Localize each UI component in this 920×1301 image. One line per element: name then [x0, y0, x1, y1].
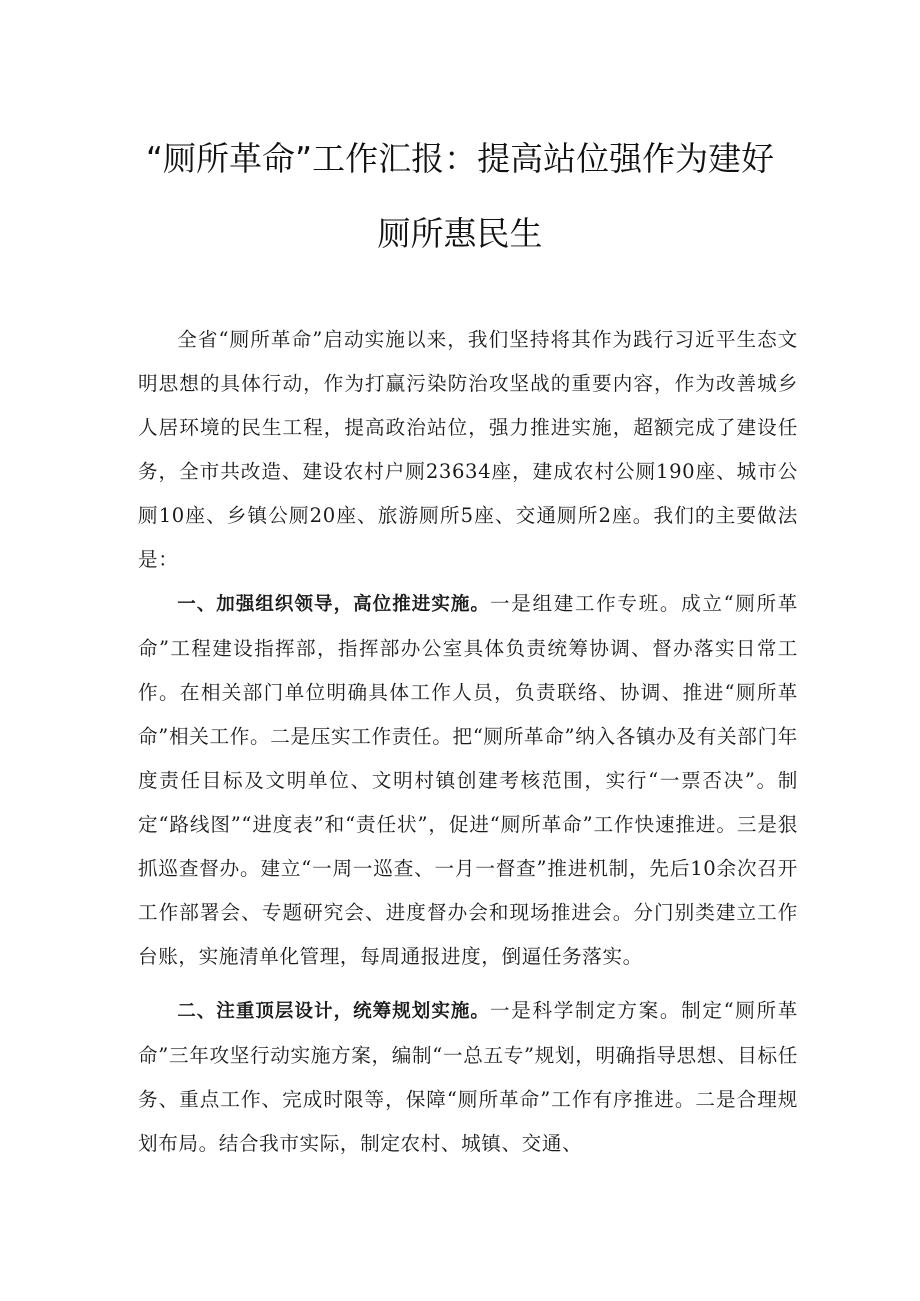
paragraph-intro-text: 全省“厕所革命”启动实施以来，我们坚持将其作为践行习近平生态文明思想的具体行动，作为打赢污染防治攻坚战的重要内容，作为改善城乡人居环境的民生工程，提高政治站位，强力推进实施，超额完成了建设任务，全市共改造、建设农村户厕23634座，建成农村公厕190座、城市公厕10座、乡镇公厕20座、旅游厕所5座、交通厕所2座。我们的主要做法是：: [138, 328, 798, 571]
section-2-heading: 二、注重顶层设计，统筹规划实施。: [177, 1001, 490, 1022]
document-title-line-2: 厕所惠民生: [377, 214, 543, 253]
section-1-text: 一是组建工作专班。成立“厕所革命”工程建设指挥部，指挥部办公室具体负责统筹协调、督办落实日常工作。在相关部门单位明确具体工作人员，负责联络、协调、推进“厕所革命”相关工作。二是压实工作责任。把“厕所革命”纳入各镇办及有关部门年度责任目标及文明单位、文明村镇创建考核范围，实行“一票否决”。制定“路线图”“进度表”和“责任状”，促进“厕所革命”工作快速推进。三是狠抓巡查督办。建立“一周一巡查、一月一督查”推进机制，先后10余次召开工作部署会、专题研究会、进度督办会和现场推进会。分门别类建立工作台账，实施清单化管理，每周通报进度，倒逼任务落实。: [138, 592, 798, 968]
section-2-text: 一是科学制定方案。制定“厕所革命”三年攻坚行动实施方案，编制“一总五专”规划，明确指导思想、目标任务、重点工作、完成时限等，保障“厕所革命”工作有序推进。二是合理规划布局。结合我市实际，制定农村、城镇、交通、: [138, 999, 798, 1155]
paragraph-section-2: [138, 989, 798, 1166]
paragraph-intro: [138, 318, 798, 582]
paragraph-section-1: [138, 582, 798, 979]
document-title-line-1: “厕所革命”工作汇报：提高站位强作为建好: [145, 139, 775, 178]
section-1-heading: 一、加强组织领导，高位推进实施。: [177, 594, 490, 615]
document-body: [138, 318, 798, 1166]
